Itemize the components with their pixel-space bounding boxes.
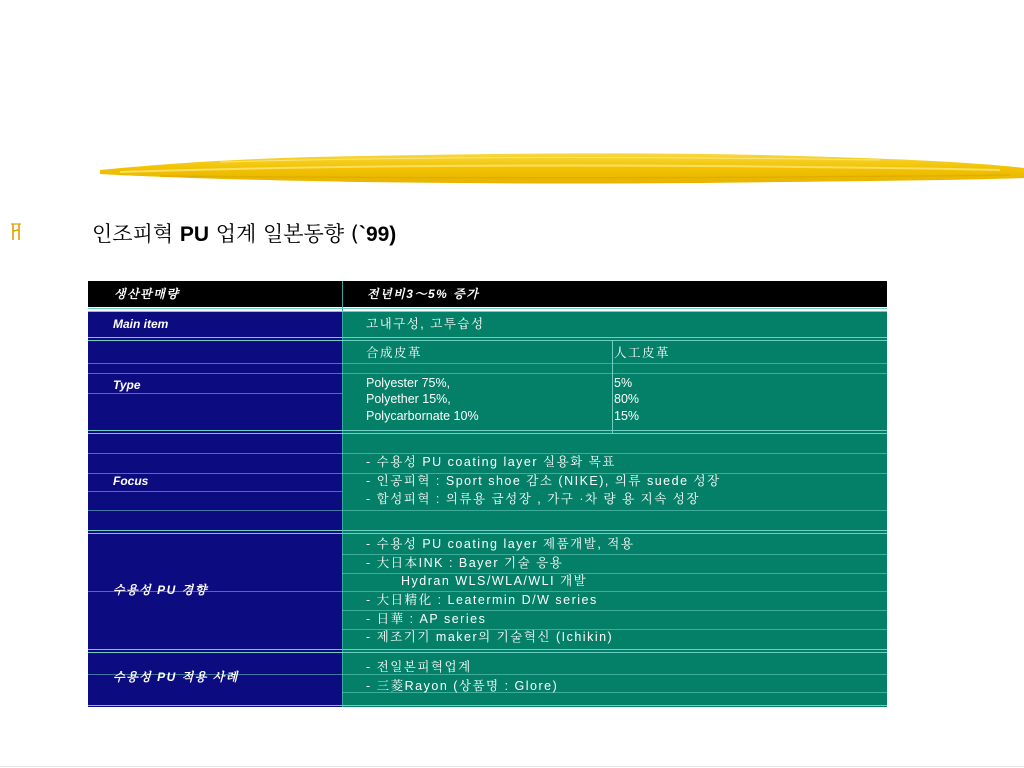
title-pu: PU (179, 223, 210, 246)
trend-line: - 大日精化 : Leatermin D/W series (366, 593, 598, 607)
type-col1-line: Polyester 75%, (366, 376, 451, 390)
header-value: 전년비3～5% 증가 (367, 287, 480, 301)
focus-line: - 합성피혁 : 의류용 급성장 , 가구 ·차 량 용 지속 성장 (366, 492, 700, 506)
type-col1-line: Polycarbornate 10% (366, 409, 479, 423)
type-col2-header: 人工皮革 (614, 346, 671, 360)
type-col1-header: 合成皮革 (366, 346, 423, 360)
focus-line: - 수용성 PU coating layer 실용화 목표 (366, 455, 616, 469)
cases-label: 수용성 PU 적용 사례 (113, 670, 239, 684)
trend-table (88, 281, 887, 707)
type-label: Type (113, 378, 141, 392)
type-col2-line: 80% (614, 392, 640, 406)
header-label: 생산판매량 (114, 287, 180, 301)
title-year: `99) (358, 223, 397, 246)
type-col2-line: 15% (614, 409, 640, 423)
focus-label: Focus (113, 474, 149, 488)
header-row (88, 281, 887, 307)
focus-line: - 인공피혁 : Sport shoe 감소 (NIKE), 의류 suede 성장 (366, 474, 721, 488)
type-col1-line: Polyether 15%, (366, 392, 451, 406)
cases-line: - 전일본피혁업계 (366, 660, 472, 674)
footer-divider (0, 766, 1024, 767)
body-column (342, 311, 887, 707)
main-item-value: 고내구성, 고투습성 (366, 317, 485, 331)
trend-line: - 제조기기 maker의 기술혁신 (Ichikin) (366, 630, 614, 644)
title-mid: 업계 일본동향 ( (209, 222, 359, 246)
trend-line: - 수용성 PU coating layer 제품개발, 적용 (366, 537, 635, 551)
trend-line: - 大日本INK : Bayer 기술 응용 (366, 556, 564, 570)
main-item-label: Main item (113, 317, 169, 331)
trend-label: 수용성 PU 경향 (113, 583, 208, 597)
trend-line: - 日華 : AP series (366, 612, 487, 626)
label-column (88, 311, 342, 707)
cases-line: - 三菱Rayon (상품명 : Glore) (366, 679, 559, 693)
page-title (92, 218, 396, 248)
trend-line: Hydran WLS/WLA/WLI 개발 (401, 574, 588, 588)
bullet-icon (10, 222, 24, 242)
brush-stroke-decoration (100, 148, 1024, 188)
title-prefix: 인조피혁 (92, 222, 180, 246)
type-col2-line: 5% (614, 376, 633, 390)
